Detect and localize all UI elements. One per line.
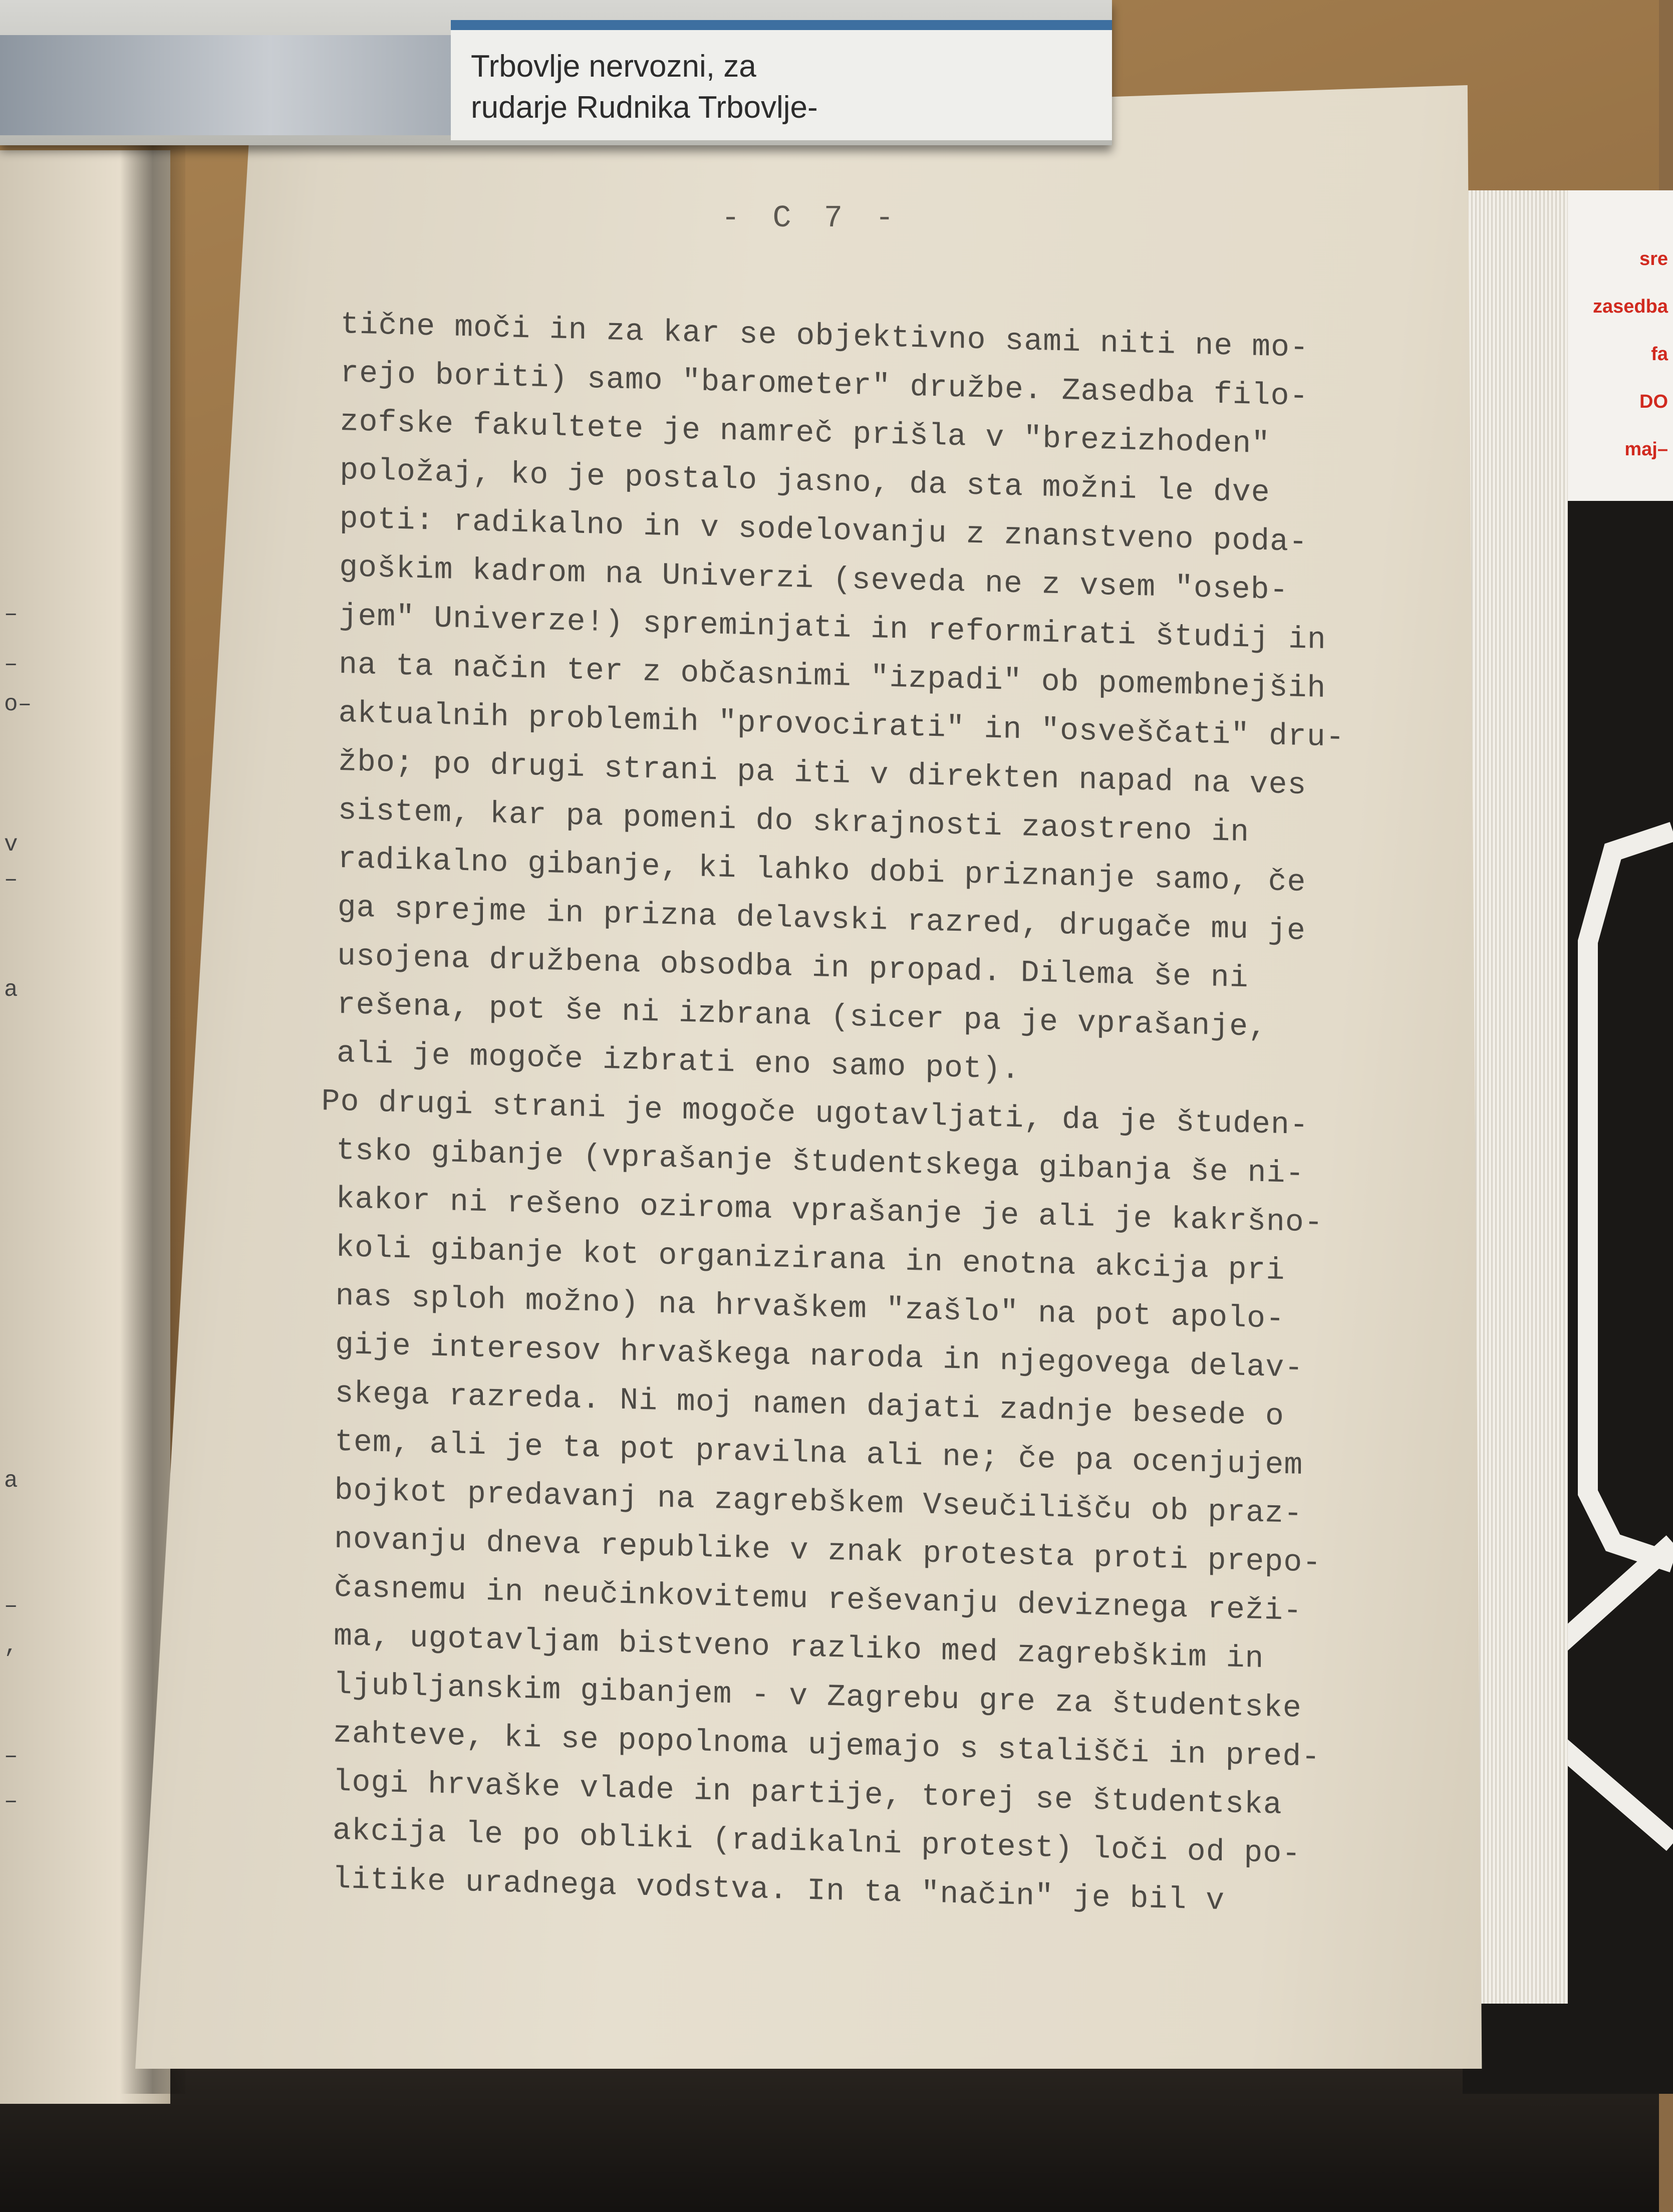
text-line: jem" Univerze!) spreminjati in reformirati študij in (339, 599, 1326, 658)
text-line: zahteve, ki se popolnoma ujemajo s stališči in pred- (333, 1716, 1321, 1775)
margin-char: – (4, 867, 18, 893)
margin-char: o– (4, 691, 32, 717)
text-line: radikalno gibanje, ki lahko dobi priznanje samo, če (337, 842, 1306, 901)
text-line: rešena, pot še ni izbrana (sicer pa je vprašanje, (337, 987, 1268, 1045)
text-line: aktualnih problemih "provocirati" in "osveščati" dru- (338, 696, 1345, 755)
text-line: koli gibanje kot organizirana in enotna akcija pri (335, 1230, 1285, 1289)
text-line: ljubljanskim gibanjem - v Zagrebu gre za študentske (333, 1668, 1302, 1726)
text-line: na ta način ter z občasnimi "izpadi" ob pomembnejših (339, 647, 1326, 707)
left-page-margin-text (0, 150, 30, 2104)
text-line: časnemu in neučinkovitemu reševanju deviznega reži- (334, 1570, 1302, 1629)
text-line: usojena družbena obsodba in propad. Dilema še ni (337, 939, 1249, 996)
poster-line: maj– (1624, 439, 1668, 460)
margin-char: – (4, 1593, 18, 1619)
folded-newspaper (0, 0, 1112, 145)
text-line: rejo boriti) samo "barometer" družbe. Zasedba filo- (340, 356, 1309, 415)
text-line: poti: radikalno in v sodelovanju z znanstveno poda- (339, 501, 1308, 561)
margin-char: a (4, 1468, 18, 1494)
margin-char: – (4, 1788, 18, 1814)
text-line: ali je mogoče izbrati eno samo pot). (336, 1036, 1020, 1088)
text-line: tsko gibanje (vprašanje študentskega gibanja še ni- (336, 1133, 1305, 1192)
text-line: tične moči in za kar se objektivno sami niti ne mo- (340, 307, 1309, 366)
newspaper-headline-line: Trbovlje nervozni, za (471, 49, 756, 84)
page-number: - C 7 - (721, 200, 901, 236)
poster-line: sre (1639, 248, 1668, 269)
margin-char: – (4, 1743, 18, 1769)
poster-line: zasedba (1593, 296, 1668, 317)
text-line: logi hrvaške vlade in partije, torej se študentska (333, 1765, 1282, 1823)
margin-char: v (4, 832, 18, 858)
margin-char: , (4, 1633, 18, 1659)
typed-text-block (321, 301, 1433, 1930)
text-line: nas sploh možno) na hrvaškem "zašlo" na pot apolo- (335, 1279, 1285, 1337)
text-line: skega razreda. Ni moj namen dajati zadnje besede o (335, 1376, 1285, 1435)
text-line: gije interesov hrvaškega naroda in njegovega delav- (335, 1327, 1304, 1386)
text-line: sistem, kar pa pomeni do skrajnosti zaostreno in (338, 793, 1250, 851)
text-line: žbo; po drugi strani pa iti v direkten napad na ves (338, 744, 1307, 803)
text-line: bojkot predavanj na zagrebškem Vseučilišču ob praz- (334, 1473, 1303, 1532)
newspaper-photo (0, 35, 451, 135)
text-line: ga sprejme in prizna delavski razred, drugače mu je (337, 890, 1306, 949)
text-line: kakor ni rešeno oziroma vprašanje je ali je kakršno- (336, 1182, 1323, 1241)
text-line: novanju dneva republike v znak protesta proti prepo- (334, 1522, 1322, 1581)
margin-char: a (4, 977, 18, 1003)
margin-char: – (4, 651, 18, 677)
poster-line: fa (1651, 344, 1668, 365)
dark-foreground (0, 2052, 1659, 2212)
text-line: položaj, ko je postalo jasno, da sta možni le dve (340, 453, 1270, 511)
poster-line: DO (1639, 391, 1668, 412)
text-line: Po drugi strani je mogoče ugotavljati, da je študen- (321, 1084, 1309, 1144)
text-line: akcija le po obliki (radikalni protest) loči od po- (332, 1813, 1301, 1872)
text-line: ma, ugotavljam bistveno razliko med zagrebškim in (333, 1619, 1264, 1677)
margin-char: – (4, 601, 18, 627)
text-line: litike uradnega vodstva. In ta "način" je bil v (332, 1862, 1225, 1919)
text-line: zofske fakultete je namreč prišla v "brezizhoden" (340, 404, 1271, 462)
text-line: goškim kadrom na Univerzi (seveda ne z vsem "oseb- (339, 550, 1289, 609)
newspaper-headline (471, 46, 818, 128)
newspaper-headline-line: rudarje Rudnika Trbovlje- (471, 90, 818, 125)
text-line: tem, ali je ta pot pravilna ali ne; če pa ocenjujem (334, 1425, 1303, 1483)
